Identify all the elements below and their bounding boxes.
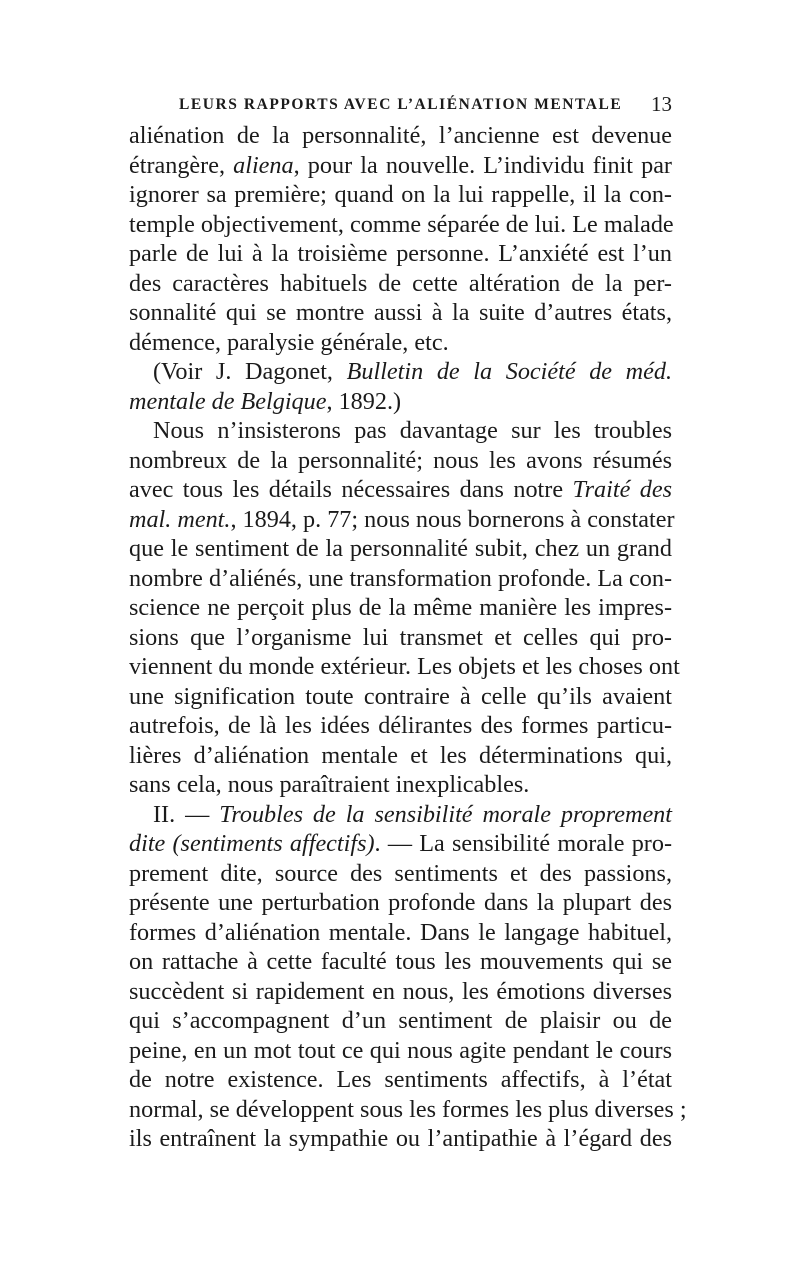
text-run: autrefois, de là les idées délirantes des formes particu- <box>129 712 672 739</box>
text-run: présente une perturbation profonde dans la plupart des <box>129 889 672 916</box>
text-line <box>129 800 672 830</box>
running-title: LEURS RAPPORTS AVEC L’ALIÉNATION MENTALE <box>179 96 623 113</box>
text-line <box>129 269 672 299</box>
text-run: prement dite, source des sentiments et des passions, <box>129 859 672 887</box>
text-line <box>129 711 672 741</box>
text-line <box>129 1065 672 1095</box>
italic-text: Troubles de la sensibilité morale proprement <box>219 800 672 828</box>
text-run: aliénation de la personnalité, l’ancienne est devenue <box>129 122 672 149</box>
text-run: II. — <box>153 800 220 828</box>
text-run: étrangère, <box>129 151 234 179</box>
text-run: démence, paralysie générale, etc. <box>129 328 449 356</box>
italic-text: aliena <box>233 151 294 179</box>
text-run: . — La sensibilité morale pro- <box>374 830 672 857</box>
text-run: peine, en un mot tout ce qui nous agite pendant le cours <box>129 1036 672 1064</box>
text-line <box>129 741 672 771</box>
text-line <box>129 534 672 564</box>
page-number: 13 <box>651 92 672 116</box>
text-line <box>129 387 672 417</box>
text-run: avec tous les détails nécessaires dans notre <box>129 476 573 503</box>
italic-text: Traité des <box>572 476 672 503</box>
text-run: qui s’accompagnent d’un sentiment de plaisir ou de <box>129 1007 672 1034</box>
text-line <box>129 475 672 505</box>
text-line <box>129 564 672 594</box>
italic-text: mentale de Belgique <box>129 387 327 415</box>
text-run: que le sentiment de la personnalité subit, chez un grand <box>129 535 672 562</box>
text-line <box>129 682 672 712</box>
running-head <box>129 92 672 118</box>
text-line <box>129 446 672 476</box>
text-run: des caractères habituels de cette altération de la per- <box>129 269 672 297</box>
italic-text: mal. ment. <box>129 505 231 533</box>
text-run: sans cela, nous paraîtraient inexplicables. <box>129 771 530 798</box>
text-run: ils entraînent la sympathie ou l’antipathie à l’égard des <box>129 1125 672 1152</box>
text-line <box>129 623 672 653</box>
body-text <box>129 121 687 1154</box>
text-run: temple objectivement, comme séparée de lui. Le malade <box>129 210 674 238</box>
text-line <box>129 829 672 859</box>
text-run: lières d’aliénation mentale et les déterminations qui, <box>129 741 672 769</box>
text-line <box>129 151 672 181</box>
text-run: , 1894, p. 77; nous nous bornerons à constater <box>230 505 675 533</box>
text-run: formes d’aliénation mentale. Dans le langage habituel, <box>129 918 672 946</box>
text-run: de notre existence. Les sentiments affectifs, à l’état <box>129 1066 672 1093</box>
text-run: science ne perçoit plus de la même manière les impres- <box>129 594 672 621</box>
text-line <box>129 977 672 1007</box>
text-line <box>129 1036 672 1066</box>
text-line <box>129 121 672 151</box>
text-run: sions que l’organisme lui transmet et celles qui pro- <box>129 623 672 651</box>
text-run: sonnalité qui se montre aussi à la suite d’autres états, <box>129 299 672 326</box>
text-line <box>129 770 672 800</box>
text-line <box>129 918 672 948</box>
text-line <box>129 859 672 889</box>
text-line <box>129 505 675 535</box>
text-line <box>129 652 680 682</box>
text-line <box>129 1006 672 1036</box>
text-run: normal, se développent sous les formes les plus diverses ; <box>129 1095 687 1123</box>
text-line <box>129 357 672 387</box>
text-run: , pour la nouvelle. L’individu finit par <box>293 151 672 179</box>
text-run: ignorer sa première; quand on la lui rappelle, il la con- <box>129 181 672 208</box>
text-line <box>129 239 672 269</box>
text-line <box>129 180 672 210</box>
text-run: on rattache à cette faculté tous les mouvements qui se <box>129 948 672 975</box>
text-run: nombreux de la personnalité; nous les avons résumés <box>129 446 672 474</box>
text-line <box>129 416 672 446</box>
text-line <box>129 888 672 918</box>
italic-text: dite (sentiments affectifs) <box>129 830 375 857</box>
text-run: parle de lui à la troisième personne. L’anxiété est l’un <box>129 240 672 267</box>
italic-text: Bulletin de la Société de méd. <box>346 358 673 385</box>
text-run: , 1892.) <box>326 387 402 415</box>
text-line <box>129 1095 687 1125</box>
text-run: succèdent si rapidement en nous, les émotions diverses <box>129 977 672 1005</box>
text-line <box>129 328 672 358</box>
text-run: (Voir J. Dagonet, <box>153 358 347 385</box>
text-line <box>129 947 672 977</box>
text-run: Nous n’insisterons pas davantage sur les troubles <box>153 417 672 444</box>
text-line <box>129 1124 672 1154</box>
text-run: viennent du monde extérieur. Les objets et les choses ont <box>129 653 680 680</box>
text-run: nombre d’aliénés, une transformation profonde. La con- <box>129 564 672 592</box>
text-line <box>129 593 672 623</box>
text-run: une signification toute contraire à celle qu’ils avaient <box>129 682 672 710</box>
text-line <box>129 210 672 240</box>
text-line <box>129 298 672 328</box>
